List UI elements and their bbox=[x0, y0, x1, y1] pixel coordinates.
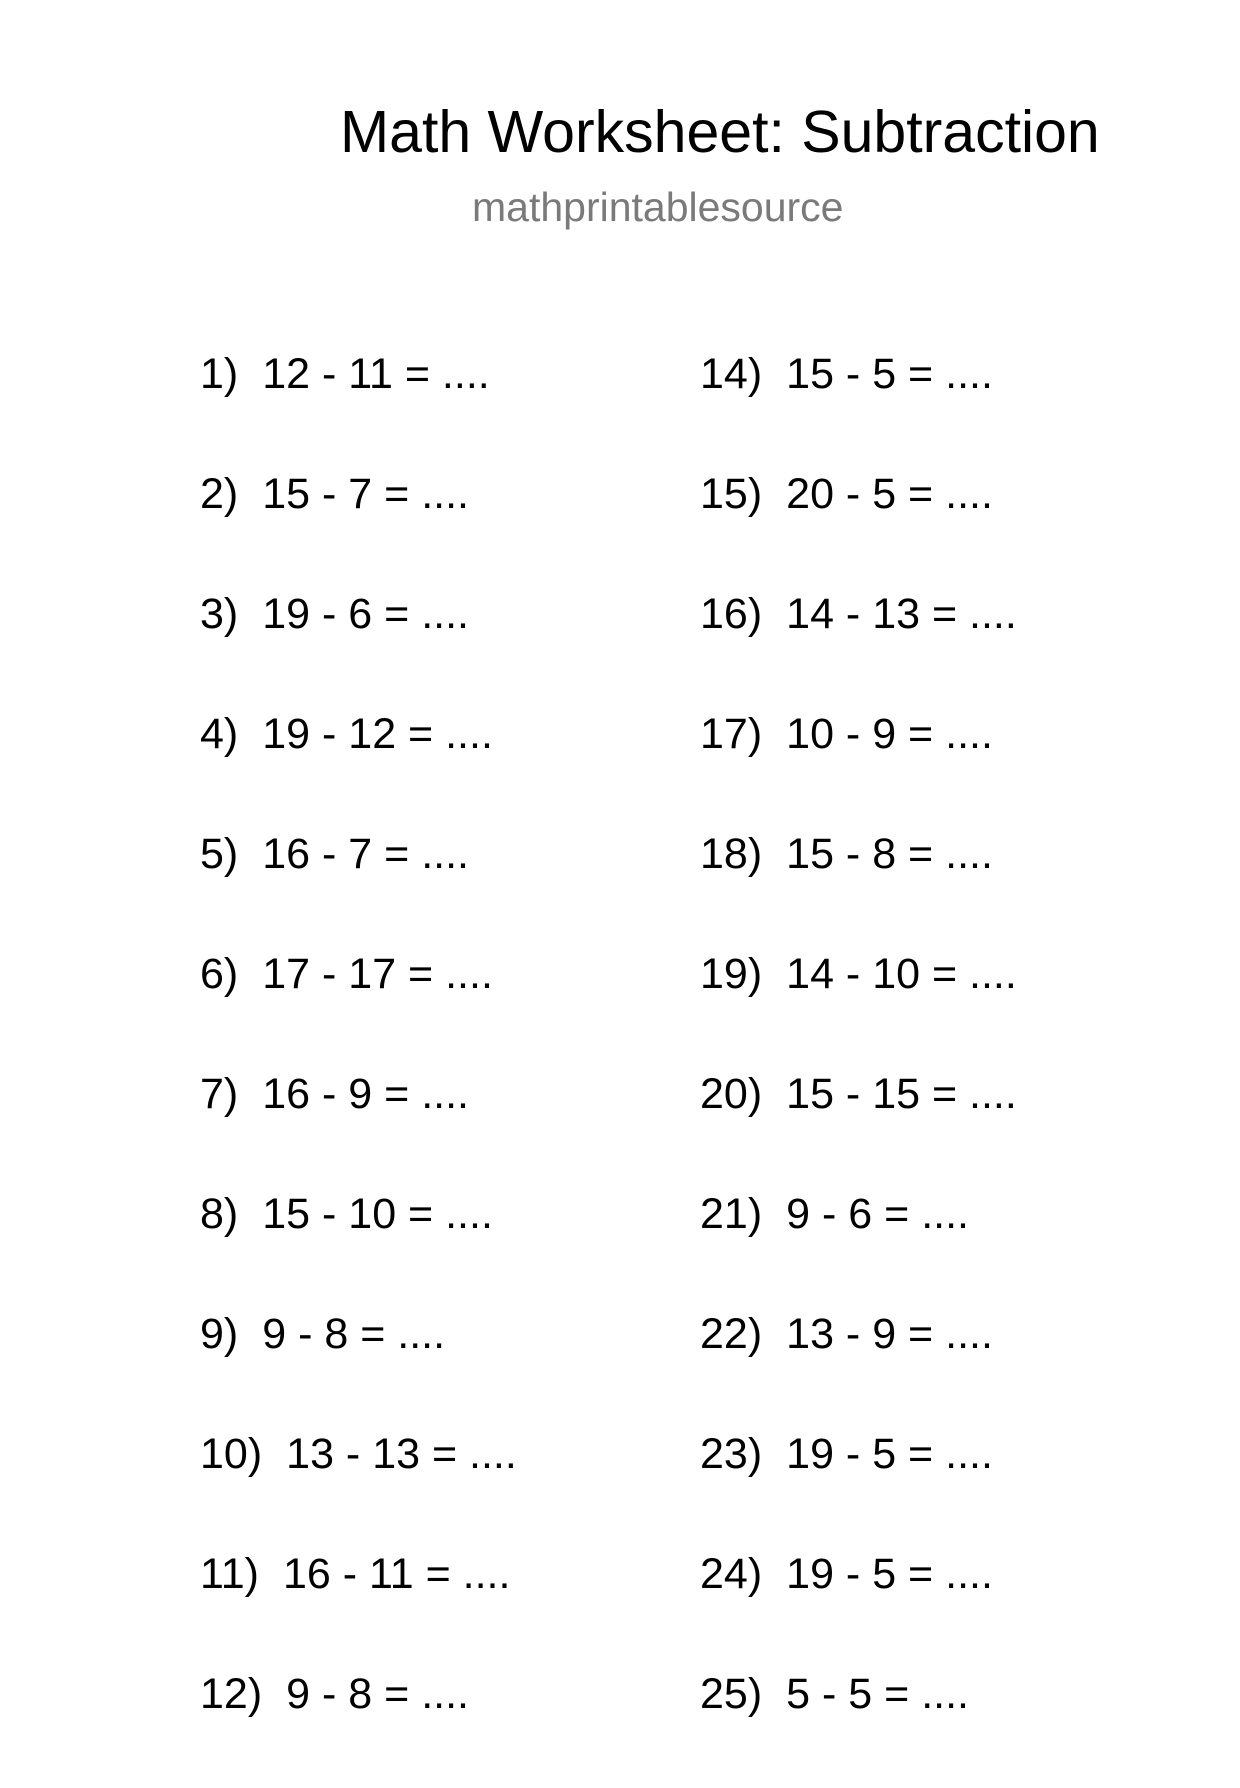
problem-number: 10) bbox=[200, 1430, 263, 1478]
problem-column-left bbox=[200, 348, 517, 1788]
problem-item bbox=[700, 1188, 1017, 1308]
problem-expression: 10 - 9 = .... bbox=[786, 710, 993, 758]
problem-item bbox=[200, 708, 517, 828]
problem-item bbox=[200, 828, 517, 948]
problem-expression: 16 - 11 = .... bbox=[282, 1550, 511, 1598]
problem-number: 14) bbox=[700, 350, 763, 398]
problem-expression: 15 - 15 = .... bbox=[786, 1070, 1017, 1118]
problem-item bbox=[700, 468, 1017, 588]
problem-item bbox=[200, 1068, 517, 1188]
problem-item bbox=[700, 348, 1017, 468]
problem-item bbox=[200, 1428, 517, 1548]
problem-number: 19) bbox=[700, 950, 763, 998]
problem-item bbox=[700, 708, 1017, 828]
problem-expression: 16 - 9 = .... bbox=[262, 1070, 469, 1118]
problem-expression: 20 - 5 = .... bbox=[786, 470, 993, 518]
problem-expression: 15 - 8 = .... bbox=[786, 830, 993, 878]
problem-expression: 9 - 8 = .... bbox=[286, 1670, 469, 1718]
problem-number: 7) bbox=[200, 1070, 239, 1118]
problem-number: 12) bbox=[200, 1670, 263, 1718]
problem-item bbox=[200, 1308, 517, 1428]
problem-number: 11) bbox=[200, 1550, 259, 1598]
page-subtitle: mathprintablesource bbox=[472, 184, 844, 230]
problem-number: 8) bbox=[200, 1190, 239, 1238]
problem-number: 24) bbox=[700, 1550, 763, 1598]
problem-expression: 19 - 5 = .... bbox=[786, 1430, 993, 1478]
problem-expression: 15 - 7 = .... bbox=[262, 470, 469, 518]
problem-item bbox=[200, 1188, 517, 1308]
problem-number: 22) bbox=[700, 1310, 763, 1358]
problem-expression: 13 - 13 = .... bbox=[286, 1430, 517, 1478]
problem-expression: 9 - 8 = .... bbox=[262, 1310, 446, 1358]
problem-number: 5) bbox=[200, 830, 239, 878]
problem-item bbox=[700, 1668, 1017, 1788]
problem-item bbox=[700, 1428, 1017, 1548]
problem-item bbox=[700, 1308, 1017, 1428]
problem-number: 2) bbox=[200, 470, 239, 518]
problem-column-right bbox=[700, 348, 1017, 1788]
problem-item bbox=[700, 588, 1017, 708]
problem-expression: 15 - 10 = .... bbox=[262, 1190, 493, 1238]
problem-item bbox=[700, 948, 1017, 1068]
problem-item bbox=[200, 948, 517, 1068]
problem-number: 17) bbox=[700, 710, 763, 758]
problem-expression: 17 - 17 = .... bbox=[262, 950, 493, 998]
problem-number: 21) bbox=[700, 1190, 763, 1238]
problem-number: 18) bbox=[700, 830, 763, 878]
problem-expression: 14 - 10 = .... bbox=[786, 950, 1017, 998]
problem-number: 6) bbox=[200, 950, 239, 998]
problem-expression: 9 - 6 = .... bbox=[786, 1190, 969, 1238]
problem-number: 1) bbox=[200, 350, 239, 398]
problem-item bbox=[200, 1548, 517, 1668]
problem-expression: 19 - 5 = .... bbox=[786, 1550, 993, 1598]
problem-number: 4) bbox=[200, 710, 239, 758]
problem-item bbox=[200, 1668, 517, 1788]
problem-number: 25) bbox=[700, 1670, 763, 1718]
problem-expression: 5 - 5 = .... bbox=[786, 1670, 969, 1718]
problem-number: 20) bbox=[700, 1070, 763, 1118]
problem-number: 3) bbox=[200, 590, 239, 638]
problem-expression: 15 - 5 = .... bbox=[786, 350, 993, 398]
problem-expression: 19 - 6 = .... bbox=[262, 590, 469, 638]
problem-number: 15) bbox=[700, 470, 763, 518]
problem-expression: 12 - 11 = .... bbox=[262, 350, 490, 398]
problem-item bbox=[200, 588, 517, 708]
problem-expression: 16 - 7 = .... bbox=[262, 830, 469, 878]
problem-item bbox=[200, 468, 517, 588]
problem-item bbox=[700, 828, 1017, 948]
problem-number: 9) bbox=[200, 1310, 239, 1358]
problem-number: 16) bbox=[700, 590, 763, 638]
problem-item bbox=[200, 348, 517, 468]
page-title: Math Worksheet: Subtraction bbox=[340, 99, 1100, 165]
problem-number: 23) bbox=[700, 1430, 763, 1478]
problem-item bbox=[700, 1548, 1017, 1668]
problem-item bbox=[700, 1068, 1017, 1188]
problem-expression: 14 - 13 = .... bbox=[786, 590, 1017, 638]
problem-expression: 13 - 9 = .... bbox=[786, 1310, 993, 1358]
problem-expression: 19 - 12 = .... bbox=[262, 710, 493, 758]
